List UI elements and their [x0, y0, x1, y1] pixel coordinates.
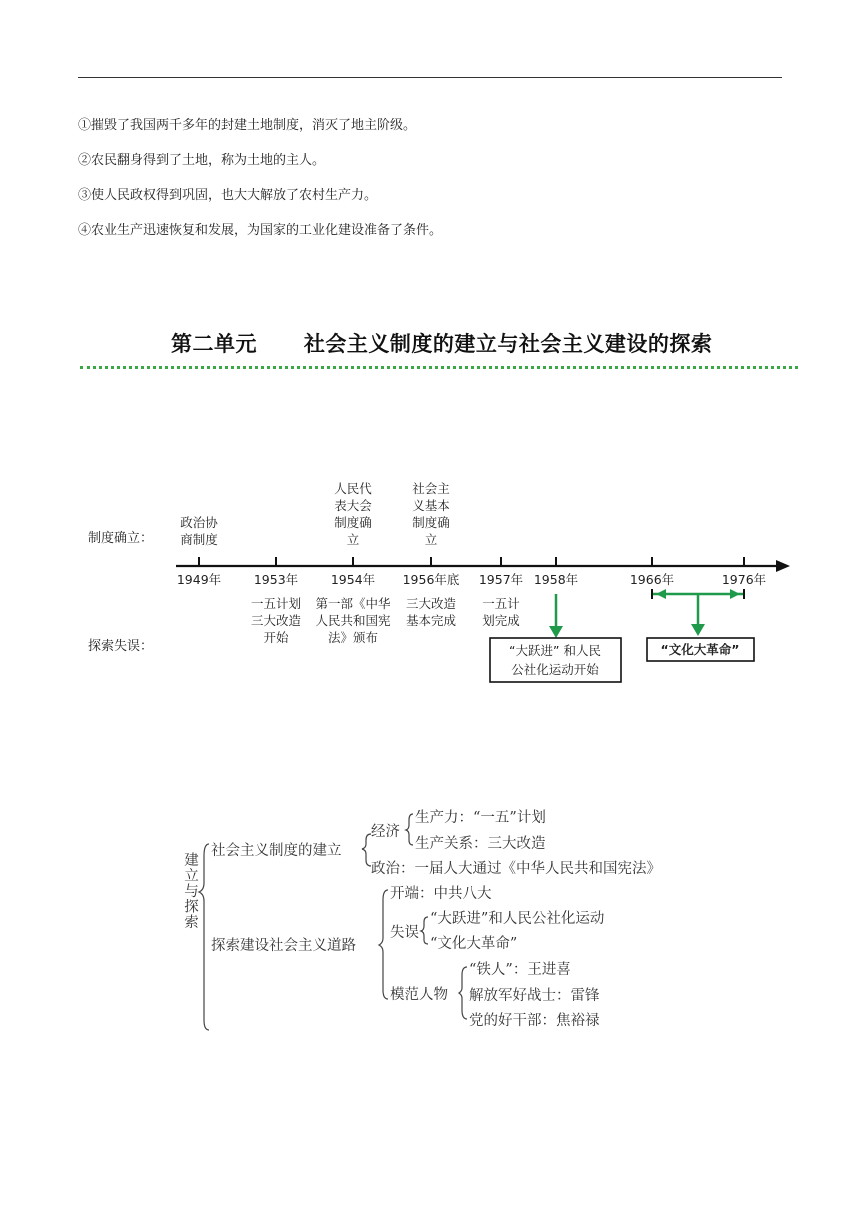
- bottom-event-label: 第一部《中华: [315, 596, 391, 611]
- top-event-label: 政治协: [180, 515, 218, 530]
- list-item: ③使人民政权得到巩固，也大大解放了农村生产力。: [78, 188, 378, 203]
- bottom-event-label: 法》颁布: [327, 630, 379, 645]
- top-event-label: 立: [424, 532, 438, 547]
- year-label: 1953年: [253, 572, 299, 587]
- bottom-event-label: 基本完成: [405, 613, 457, 628]
- arrow-cultural-down-head: [691, 624, 705, 636]
- bottom-event-label: 三大改造: [405, 596, 457, 611]
- brace-root: [199, 844, 209, 1030]
- mind-map-root: 建立与探索: [182, 852, 198, 930]
- brace-economy: [406, 814, 413, 845]
- mistake-great-leap: “大跃进”和人民公社化运动: [430, 911, 605, 927]
- year-label: 1958年: [533, 572, 579, 587]
- header-rule: [78, 77, 782, 78]
- list-item: ④农业生产迅速恢复和发展，为国家的工业化建设准备了条件。: [78, 223, 443, 238]
- top-event-label: 表大会: [334, 498, 372, 513]
- mind-map: [180, 800, 720, 1040]
- brace-branch2: [379, 890, 388, 999]
- bottom-event-label: 一五计: [482, 596, 520, 611]
- brace-branch1: [362, 834, 371, 866]
- year-label: 1949年: [176, 572, 222, 587]
- start-label: 开端：中共八大: [390, 886, 492, 902]
- unit-title: 第二单元 社会主义制度的建立与社会主义建设的探索: [171, 332, 713, 356]
- model-lei-feng: 解放军好战士：雷锋: [469, 988, 600, 1004]
- productivity-label: 生产力：“一五”计划: [415, 810, 546, 826]
- brace-models: [459, 967, 467, 1019]
- timeline-diagram: [0, 470, 860, 700]
- model-jiao-yulu: 党的好干部：焦裕禄: [469, 1013, 600, 1029]
- model-iron-man: “铁人”：王进喜: [469, 962, 571, 978]
- relations-label: 生产关系：三大改造: [415, 836, 546, 852]
- dotted-divider: [80, 366, 798, 369]
- arrow-right-head: [730, 589, 740, 599]
- top-event-label: 社会主: [412, 481, 450, 496]
- bottom-event-label: 三大改造: [250, 613, 302, 628]
- branch-institution: 社会主义制度的建立: [211, 843, 342, 859]
- mistake-box-great-leap-text: “大跃进” 和人民: [509, 643, 601, 658]
- top-event-label: 商制度: [180, 532, 218, 547]
- bottom-event-label: 划完成: [482, 613, 520, 628]
- timeline-arrowhead: [776, 560, 790, 572]
- branch-exploration: 探索建设社会主义道路: [211, 938, 356, 954]
- year-label: 1954年: [330, 572, 376, 587]
- bottom-event-label: 人民共和国宪: [315, 613, 391, 628]
- year-label: 1976年: [721, 572, 767, 587]
- row-label-mistakes: 探索失误：: [88, 639, 154, 654]
- list-item: ②农民翻身得到了土地，称为土地的主人。: [78, 153, 326, 168]
- top-event-label: 制度确: [334, 515, 372, 530]
- mistakes-label: 失误: [390, 925, 419, 941]
- year-label: 1956年底: [402, 572, 460, 587]
- mistake-cultural-revolution: “文化大革命”: [430, 936, 518, 952]
- mistake-box-cultural-revolution-text: “文化大革命”: [660, 642, 740, 657]
- year-label: 1957年: [478, 572, 524, 587]
- economy-label: 经济: [371, 824, 400, 840]
- bottom-event-label: 一五计划: [250, 596, 302, 611]
- row-label-institution: 制度确立：: [88, 531, 154, 546]
- top-event-label: 制度确: [412, 515, 450, 530]
- bottom-event-label: 开始: [263, 630, 289, 645]
- brace-mistakes: [421, 917, 428, 944]
- arrow-1958-head: [549, 626, 563, 638]
- models-label: 模范人物: [390, 987, 448, 1003]
- year-label: 1966年: [629, 572, 675, 587]
- top-event-label: 立: [346, 532, 360, 547]
- top-event-label: 义基本: [412, 498, 450, 513]
- top-event-label: 人民代: [334, 481, 372, 496]
- arrow-left-head: [656, 589, 666, 599]
- significance-list: [78, 108, 442, 248]
- list-item: ①摧毁了我国两千多年的封建土地制度，消灭了地主阶级。: [78, 118, 417, 133]
- politics-label: 政治：一届人大通过《中华人民共和国宪法》: [371, 861, 661, 877]
- mistake-box-great-leap-text: 公社化运动开始: [511, 662, 599, 677]
